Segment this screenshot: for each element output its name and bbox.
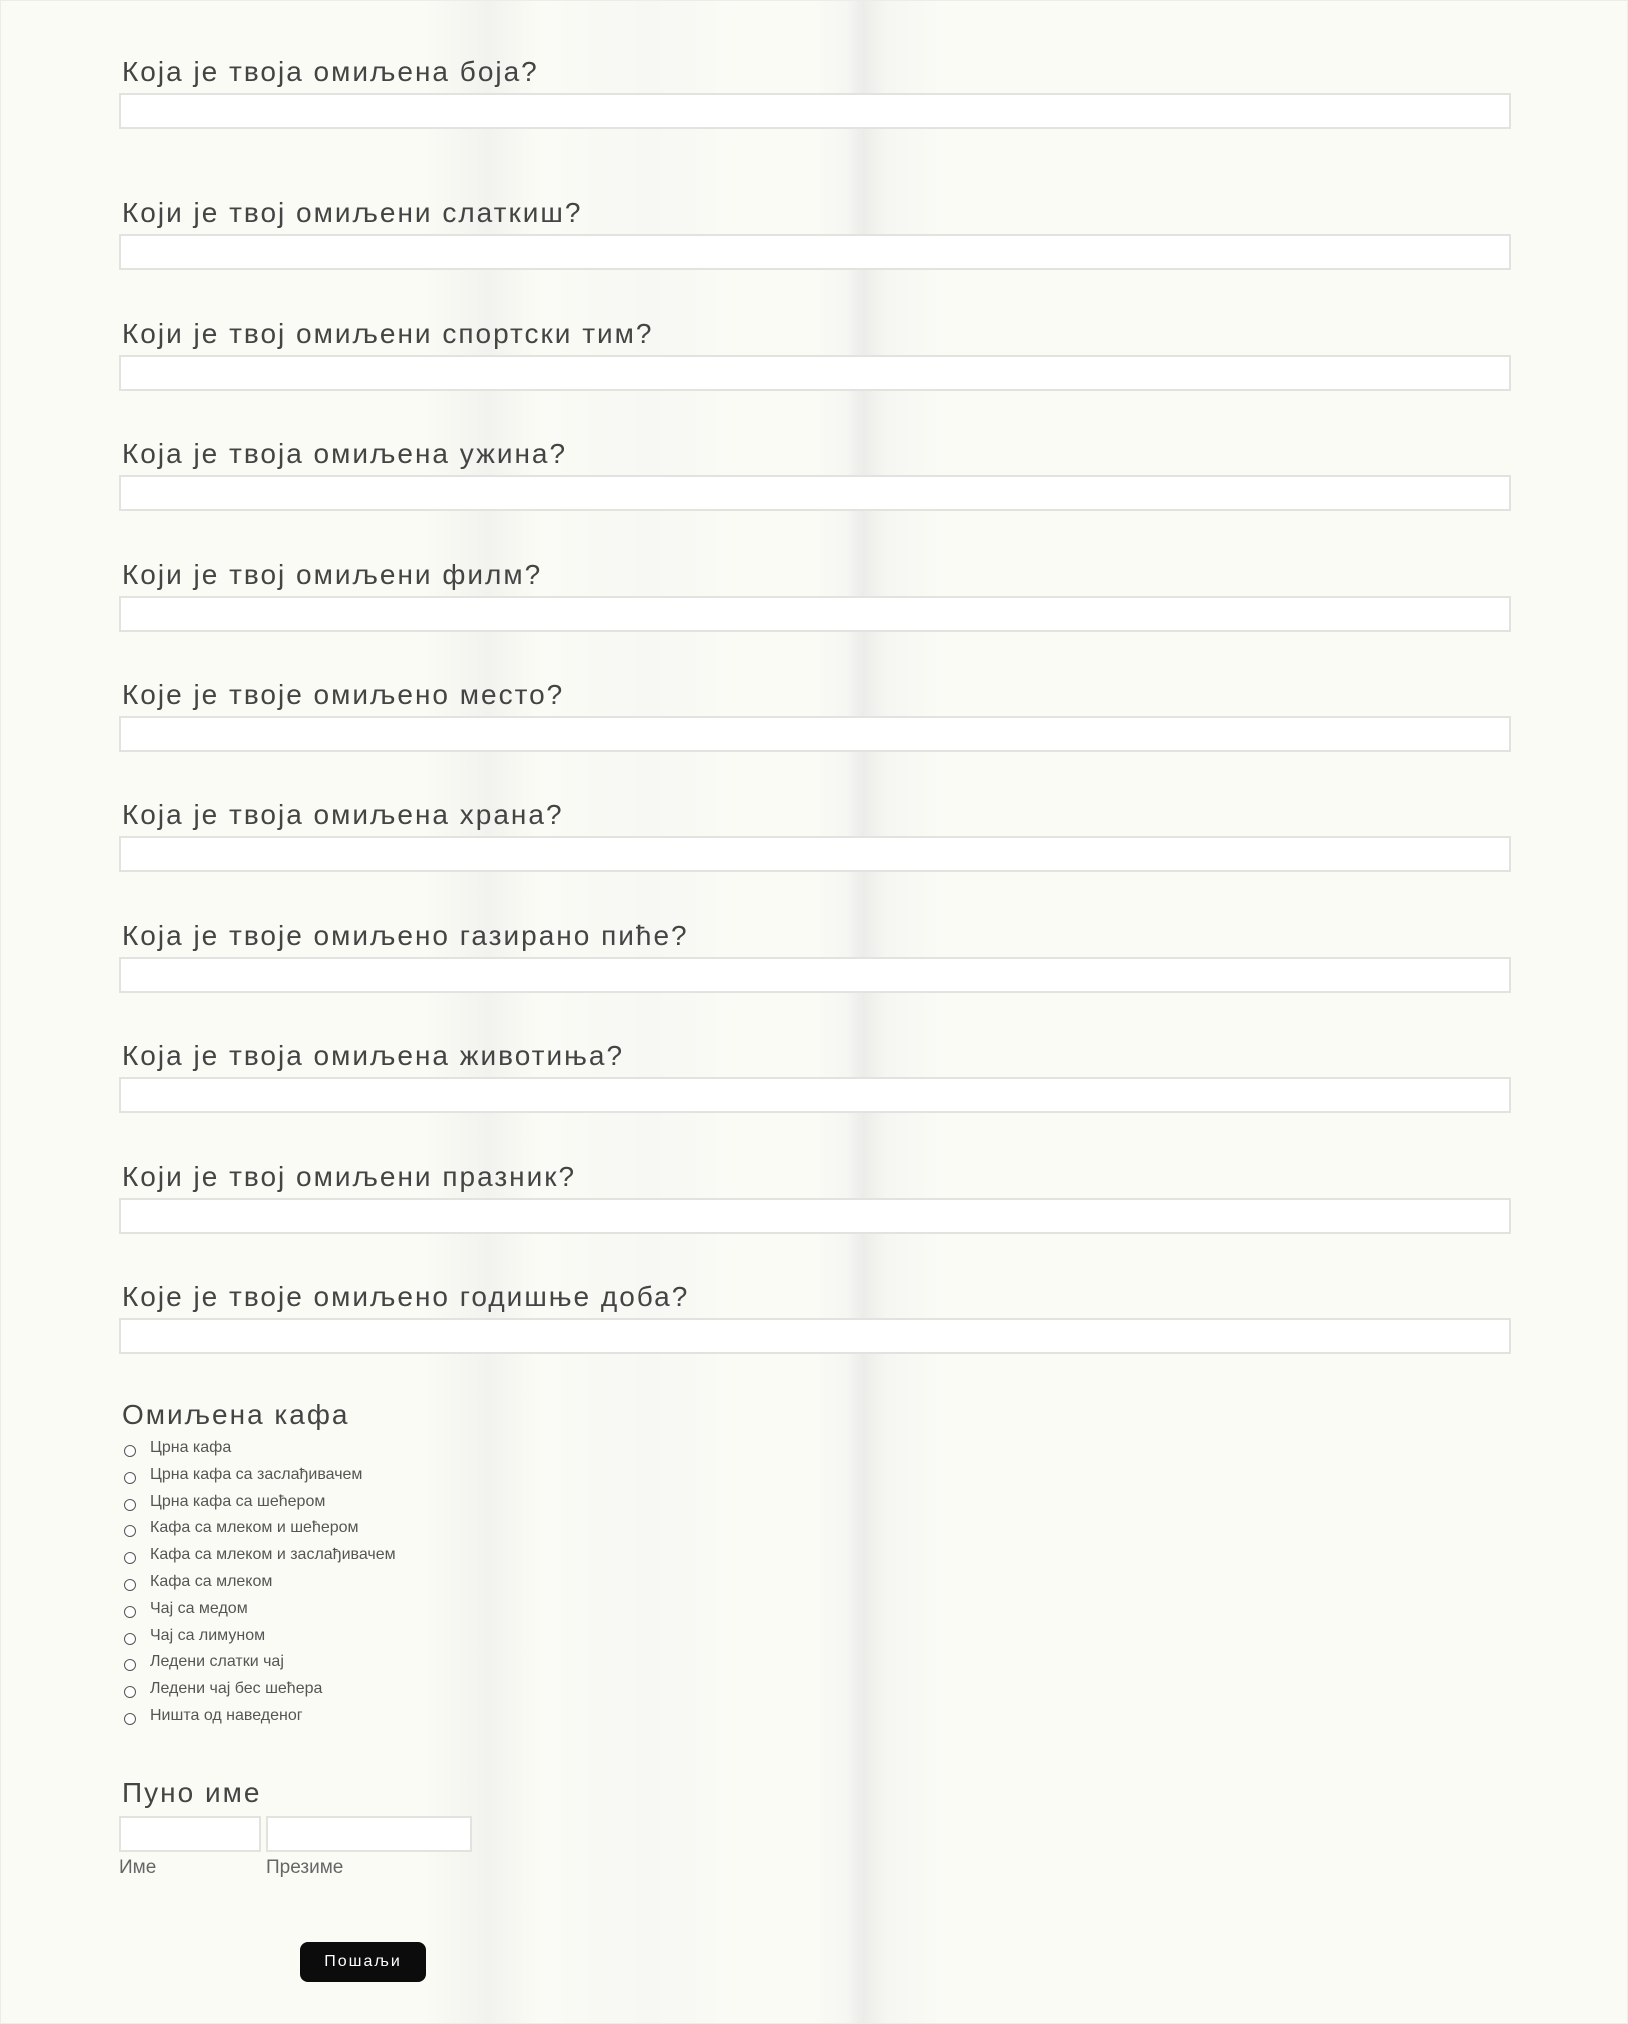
radio-button[interactable]	[124, 1633, 136, 1645]
radio-button[interactable]	[124, 1552, 136, 1564]
favorite-sports-team-input[interactable]	[119, 355, 1511, 391]
coffee-option-label[interactable]: Кафа са млеком и заслађивачем	[150, 1546, 396, 1563]
coffee-option[interactable]	[124, 1649, 284, 1675]
question-label: Која је твоја омиљена боја?	[122, 56, 539, 87]
submit-button[interactable]: Пошаљи	[300, 1942, 426, 1982]
coffee-option[interactable]	[124, 1542, 396, 1568]
question-label: Који је твој омиљени филм?	[122, 559, 543, 590]
full-name-title: Пуно име	[122, 1777, 262, 1808]
coffee-option[interactable]	[124, 1435, 231, 1461]
last-name-label: Презиме	[266, 1857, 344, 1878]
favorite-food-input[interactable]	[119, 836, 1511, 872]
question-label: Која је твоја омиљена храна?	[122, 799, 564, 830]
question-label: Која је твоја омиљена животиња?	[122, 1040, 625, 1071]
radio-button[interactable]	[124, 1579, 136, 1591]
radio-button[interactable]	[124, 1445, 136, 1457]
favorite-candy-input[interactable]	[119, 234, 1511, 270]
question-label: Који је твој омиљени слаткиш?	[122, 197, 583, 228]
coffee-option-label[interactable]: Кафа са млеком	[150, 1573, 273, 1590]
first-name-input[interactable]	[119, 1816, 261, 1852]
coffee-option[interactable]	[124, 1596, 248, 1622]
coffee-option-label[interactable]: Чај са медом	[150, 1600, 248, 1617]
favorite-season-input[interactable]	[119, 1318, 1511, 1354]
coffee-option[interactable]	[124, 1703, 303, 1729]
question-label: Који је твој омиљени празник?	[122, 1161, 577, 1192]
coffee-option-label[interactable]: Црна кафа	[150, 1439, 232, 1456]
favorite-movie-input[interactable]	[119, 596, 1511, 632]
radio-button[interactable]	[124, 1659, 136, 1671]
coffee-option[interactable]	[124, 1489, 325, 1515]
coffee-option-label[interactable]: Кафа са млеком и шећером	[150, 1519, 359, 1536]
favorite-coffee-title: Омиљена кафа	[122, 1399, 350, 1430]
first-name-label: Име	[119, 1857, 157, 1878]
coffee-option-label[interactable]: Ништа од наведеног	[150, 1707, 303, 1724]
favorite-color-input[interactable]	[119, 93, 1511, 129]
coffee-option-label[interactable]: Црна кафа са шећером	[150, 1493, 326, 1510]
coffee-option-label[interactable]: Црна кафа са заслађивачем	[150, 1466, 363, 1483]
coffee-option-label[interactable]: Чај са лимуном	[150, 1627, 266, 1644]
coffee-option[interactable]	[124, 1462, 362, 1488]
coffee-option[interactable]	[124, 1623, 265, 1649]
question-label: Која је твоја омиљена ужина?	[122, 438, 568, 469]
question-label: Која је твоје омиљено газирано пиће?	[122, 920, 689, 951]
radio-button[interactable]	[124, 1499, 136, 1511]
last-name-input[interactable]	[266, 1816, 472, 1852]
radio-button[interactable]	[124, 1525, 136, 1537]
coffee-option[interactable]	[124, 1515, 359, 1541]
coffee-option-label[interactable]: Ледени слатки чај	[150, 1653, 284, 1670]
radio-button[interactable]	[124, 1686, 136, 1698]
radio-button[interactable]	[124, 1472, 136, 1484]
favorite-holiday-input[interactable]	[119, 1198, 1511, 1234]
coffee-option[interactable]	[124, 1569, 272, 1595]
favorite-animal-input[interactable]	[119, 1077, 1511, 1113]
question-label: Које је твоје омиљено место?	[122, 679, 565, 710]
radio-button[interactable]	[124, 1606, 136, 1618]
question-label: Које је твоје омиљено годишње доба?	[122, 1281, 690, 1312]
favorite-place-input[interactable]	[119, 716, 1511, 752]
coffee-option[interactable]	[124, 1676, 322, 1702]
coffee-option-label[interactable]: Ледени чај бес шећера	[150, 1680, 323, 1697]
favorite-soda-input[interactable]	[119, 957, 1511, 993]
radio-button[interactable]	[124, 1713, 136, 1725]
question-label: Који је твој омиљени спортски тим?	[122, 318, 654, 349]
favorite-snack-input[interactable]	[119, 475, 1511, 511]
